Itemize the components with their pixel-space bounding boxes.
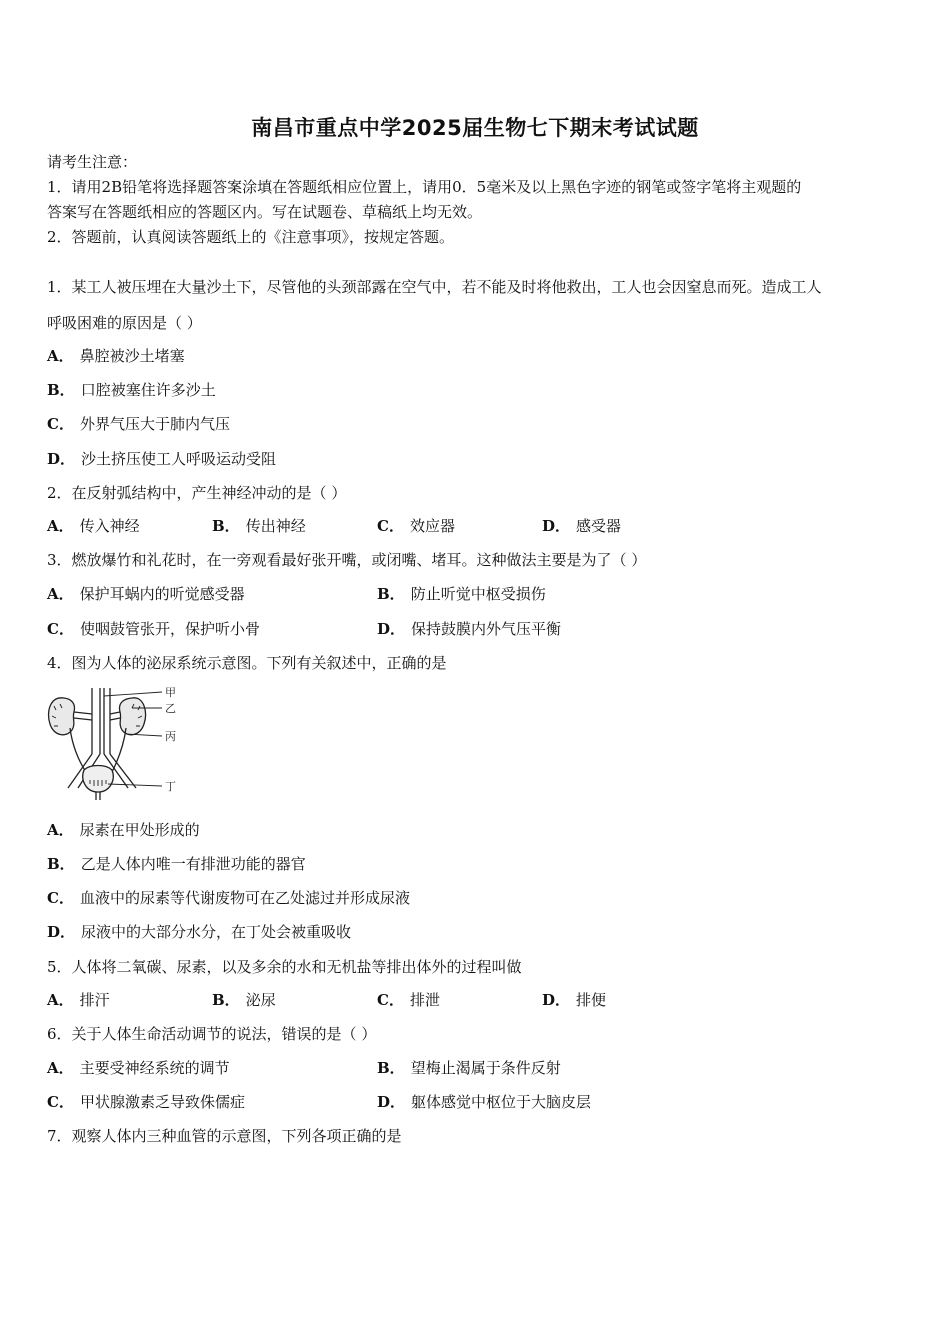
q2-option-d: D． 感受器 xyxy=(542,517,622,535)
q2-option-b: B． 传出神经 xyxy=(212,517,306,535)
q1-stem-line-2: 呼吸困难的原因是（ ） xyxy=(47,314,202,332)
q3-option-d: D． 保持鼓膜内外气压平衡 xyxy=(377,620,562,638)
q6-option-a: A． 主要受神经系统的调节 xyxy=(47,1059,230,1077)
q5-stem: 5．人体将二氧碳、尿素，以及多余的水和无机盐等排出体外的过程叫做 xyxy=(47,958,522,976)
q6-option-d: D． 躯体感觉中枢位于大脑皮层 xyxy=(377,1093,592,1111)
q5-option-d: D． 排便 xyxy=(542,991,607,1009)
diagram-label-ding: 丁 xyxy=(165,780,176,793)
diagram-label-yi: 乙 xyxy=(165,702,176,715)
q4-option-d: D． 尿液中的大部分水分，在丁处会被重吸收 xyxy=(47,923,352,941)
urinary-system-drawing xyxy=(44,684,184,802)
page-title: 南昌市重点中学2025届生物七下期末考试试题 xyxy=(251,116,699,140)
q4-option-c: C． 血液中的尿素等代谢废物可在乙处滤过并形成尿液 xyxy=(47,889,410,907)
q5-option-a: A． 排汗 xyxy=(47,991,110,1009)
q6-option-c: C． 甲状腺激素乏导致侏儒症 xyxy=(47,1093,245,1111)
diagram-label-jia: 甲 xyxy=(165,686,176,699)
q3-option-b: B． 防止听觉中枢受损伤 xyxy=(377,585,546,603)
q1-option-c: C． 外界气压大于肺内气压 xyxy=(47,415,230,433)
q4-option-a: A． 尿素在甲处形成的 xyxy=(47,821,200,839)
q1-option-d: D． 沙土挤压使工人呼吸运动受阻 xyxy=(47,450,277,468)
q1-option-b: B． 口腔被塞住许多沙土 xyxy=(47,381,216,399)
q3-option-a: A． 保护耳蜗内的听觉感受器 xyxy=(47,585,245,603)
q5-option-b: B． 泌尿 xyxy=(212,991,276,1009)
q3-option-c: C． 使咽鼓管张开，保护听小骨 xyxy=(47,620,260,638)
q1-stem-line-1: 1．某工人被压埋在大量沙土下，尽管他的头颈部露在空气中，若不能及时将他救出，工人也会因窒息而死。造成工人 xyxy=(47,278,822,296)
notice-line-1: 1．请用2B铅笔将选择题答案涂填在答题纸相应位置上，请用0．5毫米及以上黑色字迹的钢笔或签字笔将主观题的 xyxy=(47,178,802,196)
q7-stem: 7．观察人体内三种血管的示意图，下列各项正确的是 xyxy=(47,1127,402,1145)
q6-option-b: B． 望梅止渴属于条件反射 xyxy=(377,1059,561,1077)
q4-stem: 4．图为人体的泌尿系统示意图。下列有关叙述中，正确的是 xyxy=(47,654,447,672)
notice-heading: 请考生注意： xyxy=(47,153,138,171)
q4-option-b: B． 乙是人体内唯一有排泄功能的器官 xyxy=(47,855,306,873)
q2-stem: 2．在反射弧结构中，产生神经冲动的是（ ） xyxy=(47,484,347,502)
q3-stem: 3．燃放爆竹和礼花时，在一旁观看最好张开嘴，或闭嘴、堵耳。这种做法主要是为了（ ） xyxy=(47,551,647,569)
diagram-label-bing: 丙 xyxy=(165,730,176,743)
notice-line-2: 答案写在答题纸相应的答题区内。写在试题卷、草稿纸上均无效。 xyxy=(47,203,483,221)
q6-stem: 6．关于人体生命活动调节的说法，错误的是（ ） xyxy=(47,1025,377,1043)
q2-option-c: C． 效应器 xyxy=(377,517,455,535)
q1-option-a: A． 鼻腔被沙土堵塞 xyxy=(47,347,185,365)
q2-option-a: A． 传入神经 xyxy=(47,517,140,535)
q5-option-c: C． 排泄 xyxy=(377,991,440,1009)
urinary-system-diagram xyxy=(44,684,184,802)
notice-line-3: 2．答题前，认真阅读答题纸上的《注意事项》，按规定答题。 xyxy=(47,228,455,246)
